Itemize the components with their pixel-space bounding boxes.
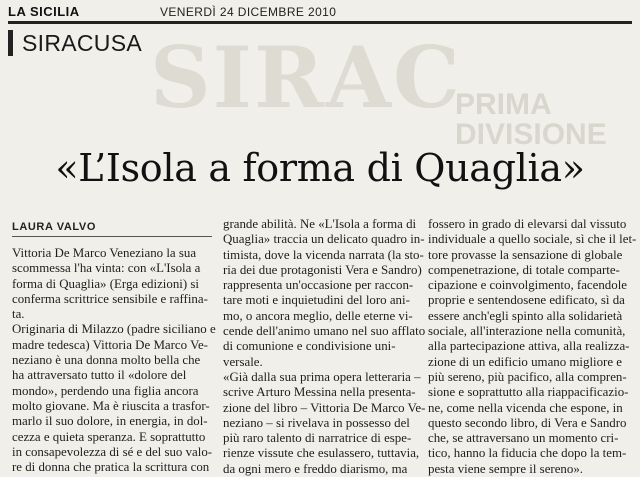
article-text-line: cende dell'animo umano nel suo afflato bbox=[223, 324, 426, 339]
article-byline: LAURA VALVO bbox=[12, 221, 97, 233]
article-text-line: essere anch'egli spinto alla solidarietà bbox=[428, 308, 623, 323]
article-text-line: ha attraversato tutto il «dolore del bbox=[12, 368, 187, 383]
masthead bbox=[8, 4, 632, 24]
article-text-line: cipazione e coinvolgimento, facendole bbox=[428, 278, 628, 293]
article-text-line: cezza e quieta speranza. E soprattutto bbox=[12, 429, 206, 444]
article-text-line: di comunione e condivisione uni- bbox=[223, 339, 396, 354]
article-text-line: ria dei due protagonisti Vera e Sandro) bbox=[223, 262, 422, 277]
article-text-line: proprie e sentendosene edificato, sì da bbox=[428, 293, 625, 308]
article-text-line: scrive Arturo Messina nella presenta- bbox=[223, 385, 416, 400]
article-text-line: tico, hanno la fiducia che dopo la tem- bbox=[428, 446, 627, 461]
article-text-line: da ogni mero e freddo diarismo, ma bbox=[223, 461, 408, 476]
article-text-line: fossero in grado di elevarsi dal vissuto bbox=[428, 217, 627, 231]
article-text-line: re di donna che pratica la scrittura con bbox=[12, 460, 210, 475]
article-text-line: rappresenta un'occasione per raccon- bbox=[223, 278, 414, 293]
article-headline: «L’Isola a forma di Quaglia» bbox=[55, 146, 585, 190]
article-text-line: pesta viene sempre il sereno». bbox=[428, 461, 583, 476]
ghost-text-right: PRIMA DIVISIONE bbox=[455, 88, 607, 150]
article-text-line: ta. bbox=[12, 307, 25, 322]
article-text-line: grande abilità. Ne «L'Isola a forma di bbox=[223, 217, 417, 231]
article-text-line: scommessa l'ha vinta: con «L'Isola a bbox=[12, 261, 201, 276]
article-text-line: conferma scrittrice sensibile e raffina- bbox=[12, 291, 208, 306]
article-text-line: neziano è una donna molto bella che bbox=[12, 353, 201, 368]
article-text-line: madre tedesca) Vittoria De Marco Ve- bbox=[12, 337, 208, 352]
article-column-2 bbox=[223, 217, 426, 477]
article-text-line: marlo il suo dolore, in energia, in dol- bbox=[12, 414, 208, 429]
article-text-line: versale. bbox=[223, 354, 263, 369]
article-text-line: timista, dove la vicenda narrata (la sto- bbox=[223, 247, 424, 262]
article-text-line: ne, come nella vicenda che espone, in bbox=[428, 400, 623, 415]
issue-date: VENERDÌ 24 DICEMBRE 2010 bbox=[160, 5, 337, 19]
article-text-line: «Già dalla sua prima opera letteraria – bbox=[223, 369, 421, 384]
article-text-line: sione e soprattutto alla riappacificazio- bbox=[428, 385, 629, 400]
article-text-line: Quaglia» traccia un delicato quadro in- bbox=[223, 232, 425, 247]
article-text-line: più sereno, più pacifico, alla compren- bbox=[428, 369, 627, 384]
section-bar bbox=[8, 30, 13, 56]
article-text-line: compenetrazione, di totale comparte- bbox=[428, 262, 620, 277]
article-text-line: zione di un edificio umano migliore e bbox=[428, 354, 623, 369]
article-text-line: Originaria di Milazzo (padre siciliano e bbox=[12, 322, 216, 337]
article-text-line: più raro talento di narratrice di espe- bbox=[223, 431, 412, 446]
article-text-line: in consapevolezza di sé e del suo valo- bbox=[12, 444, 213, 459]
article-text-line: rienze vissute che esulassero, tuttavia, bbox=[223, 446, 420, 461]
article-text-line: sociale, all'interazione nella comunità, bbox=[428, 324, 626, 339]
article-text-line: mo, o ancora meglio, delle eterne vi- bbox=[223, 308, 413, 323]
article-text-line: che, se attraversano un momento cri- bbox=[428, 431, 619, 446]
article-column-1 bbox=[12, 246, 216, 475]
article-text-line: individuale a quello sociale, sì che il let- bbox=[428, 232, 637, 247]
ghost-text-left: SIRAC bbox=[150, 28, 462, 127]
newspaper-name: LA SICILIA bbox=[8, 4, 80, 19]
article-text-line: questo secondo libro, di Vera e Sandro bbox=[428, 415, 627, 430]
article-text-line: mondo», perdendo una figlia ancora bbox=[12, 383, 199, 398]
article-text-line: neziano – si rivelava in possesso del bbox=[223, 415, 410, 430]
article-column-3 bbox=[428, 217, 637, 477]
article-text-line: tare moti e inquietudini del loro ani- bbox=[223, 293, 410, 308]
section-name: SIRACUSA bbox=[22, 30, 142, 56]
article-text-line: Vittoria De Marco Veneziano la sua bbox=[12, 246, 197, 260]
article-text-line: tore provasse la sensazione di globale bbox=[428, 247, 623, 262]
article-text-line: zione del libro – Vittoria De Marco Ve- bbox=[223, 400, 426, 415]
article-text-line: molto giovane. Ma è riuscita a trasfor- bbox=[12, 398, 210, 413]
article-text-line: forma di Quaglia» (Erga edizioni) si bbox=[12, 276, 199, 291]
byline-rule bbox=[12, 236, 212, 237]
article-text-line: alla partecipazione attiva, alla realizza- bbox=[428, 339, 630, 354]
